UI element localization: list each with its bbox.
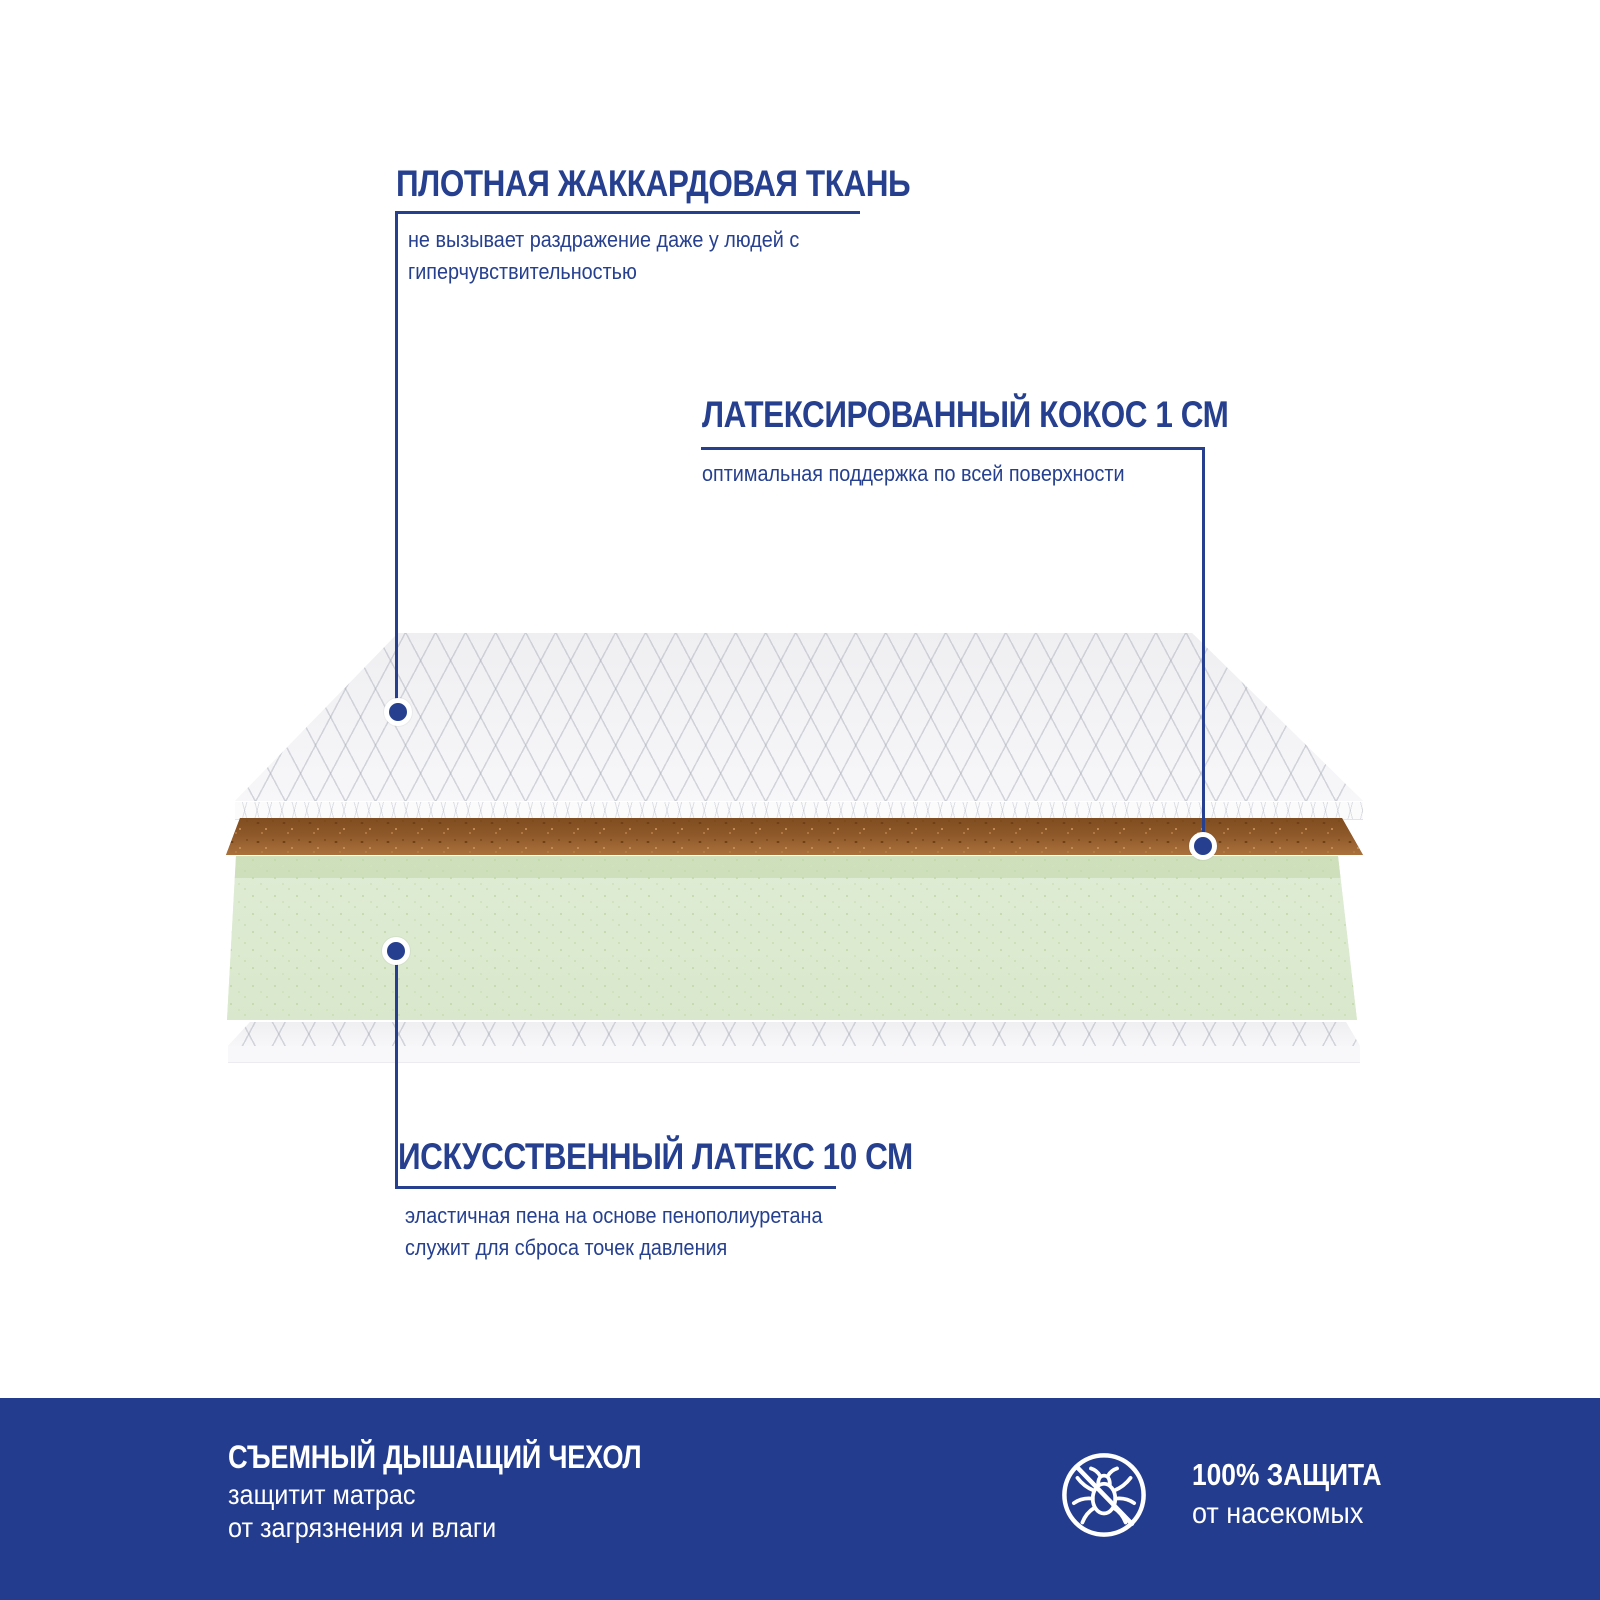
footer-band bbox=[0, 1398, 1600, 1600]
callout-coconut-title bbox=[702, 393, 1321, 437]
layer-jacquard-top-edge bbox=[235, 801, 1363, 820]
protection-info-block bbox=[1192, 1455, 1415, 1533]
callout-latex-description bbox=[405, 1200, 875, 1264]
callout-latex-description-text: эластичная пена на основе пенополиуретана служит для сброса точек давления bbox=[405, 1203, 823, 1260]
cover-title bbox=[228, 1436, 714, 1478]
callout-latex-rule bbox=[395, 1186, 836, 1189]
cover-title-text: СЪЕМНЫЙ ДЫШАЩИЙ ЧЕХОЛ bbox=[228, 1439, 642, 1475]
callout-coconut-description-text: оптимальная поддержка по всей поверхности bbox=[702, 461, 1125, 486]
callout-coconut-leader-line bbox=[1202, 447, 1205, 838]
callout-coconut-title-text: ЛАТЕКСИРОВАННЫЙ КОКОС 1 СМ bbox=[702, 394, 1229, 435]
callout-coconut-point-marker bbox=[1189, 832, 1217, 860]
callout-fabric-description-text: не вызывает раздражение даже у людей с гиперчувствительностью bbox=[408, 227, 800, 284]
callout-latex-title-text: ИСКУССТВЕННЫЙ ЛАТЕКС 10 СМ bbox=[398, 1136, 913, 1177]
cover-line-2-text: от загрязнения и влаги bbox=[228, 1512, 497, 1543]
protection-subtitle bbox=[1192, 1495, 1415, 1533]
protection-title-text: 100% ЗАЩИТА bbox=[1192, 1457, 1382, 1492]
protection-title bbox=[1192, 1455, 1415, 1495]
callout-fabric-title-text: ПЛОТНАЯ ЖАККАРДОВАЯ ТКАНЬ bbox=[396, 163, 911, 204]
callout-coconut-description bbox=[702, 458, 1222, 490]
cover-info-block bbox=[228, 1436, 714, 1544]
cover-line-1 bbox=[228, 1478, 714, 1511]
callout-fabric-point-marker bbox=[384, 698, 412, 726]
no-insects-icon bbox=[1059, 1450, 1149, 1540]
cover-line-1-text: защитит матрас bbox=[228, 1479, 416, 1510]
callout-coconut-rule bbox=[701, 447, 1205, 450]
callout-fabric-rule bbox=[395, 211, 860, 214]
callout-fabric-title bbox=[396, 162, 1001, 206]
callout-fabric-description bbox=[408, 224, 878, 288]
callout-fabric-leader-line bbox=[395, 211, 398, 708]
protection-subtitle-text: от насекомых bbox=[1192, 1497, 1364, 1530]
callout-latex-title bbox=[398, 1135, 1004, 1179]
cover-line-2 bbox=[228, 1511, 714, 1544]
callout-latex-point-marker bbox=[382, 937, 410, 965]
